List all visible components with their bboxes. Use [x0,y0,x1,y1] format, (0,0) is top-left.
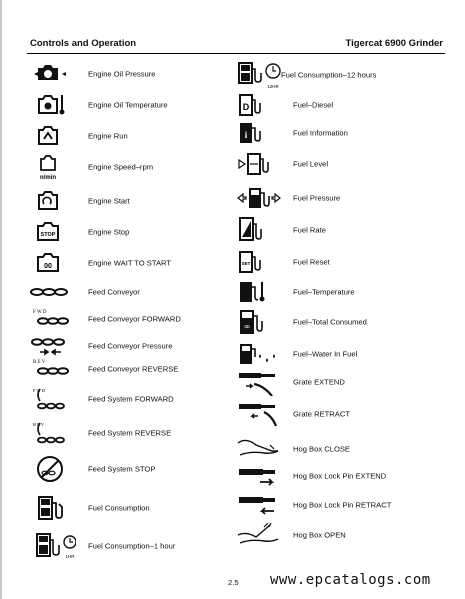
symbol-label: Feed Conveyor Pressure [88,341,173,351]
symbol-label: Engine WAIT TO START [88,258,171,268]
engine-stop-icon [30,218,76,246]
fuel-consumption-1-hour-icon [30,532,76,560]
symbol-label: Feed Conveyor [88,287,140,297]
symbol-entry [236,278,446,306]
symbol-entry [236,61,446,89]
symbol-label: Hog Box OPEN [293,530,346,540]
engine-oil-temperature-icon [30,91,76,119]
engine-start-icon [30,187,76,215]
website-link[interactable]: www.epcatalogs.com [270,572,431,588]
symbol-label: Fuel Consumption–12 hours [281,70,377,80]
reset-text: SET [241,261,251,266]
symbol-label: Fuel–Total Consumed [293,317,367,327]
feed-system-reverse-icon [30,419,76,447]
feed-conveyor-forward-icon [30,305,76,333]
fuel-total-consumed-icon [236,308,282,336]
fuel-diesel-icon [236,91,282,119]
symbol-label: Hog Box Lock Pin EXTEND [293,471,387,481]
grate-retract-icon [236,400,282,428]
fuel-water-in-fuel-icon [236,340,282,368]
symbol-label: Hog Box CLOSE [293,444,350,454]
stop-text: STOP [40,232,56,238]
symbol-entry [30,91,220,119]
rpm-text: n/min [40,175,56,181]
engine-wait-to-start-icon [30,249,76,277]
rev-text: R E V [33,360,46,365]
symbol-entry [236,462,446,490]
symbol-entry [30,60,220,88]
symbol-entry [236,308,446,336]
symbol-entry [236,400,446,428]
symbol-label: Fuel–Water In Fuel [293,349,358,359]
info-text: i [244,130,248,140]
symbol-entry [236,216,446,244]
symbol-entry [236,521,446,549]
symbol-entry [30,249,220,277]
symbol-label: Fuel–Temperature [293,287,355,297]
symbol-label: Grate RETRACT [293,409,350,419]
page-edge [0,0,2,599]
section-title: Controls and Operation [30,38,137,49]
symbol-entry [236,340,446,368]
symbol-entry [236,248,446,276]
symbol-label: Fuel Reset [293,257,330,267]
symbol-label: Feed Conveyor FORWARD [88,314,181,324]
fuel-reset-icon [236,248,282,276]
feed-system-forward-icon [30,385,76,413]
page-number: 2.5 [228,578,239,587]
svg-text:∞: ∞ [243,322,251,331]
symbol-entry [236,184,446,212]
symbol-label: Fuel Rate [293,225,326,235]
symbol-entry [30,385,220,413]
symbol-entry [30,153,220,181]
engine-speed-icon [30,153,76,181]
fuel-consumption-icon [30,494,76,522]
symbol-label: Engine Run [88,131,128,141]
symbol-entry [30,419,220,447]
symbol-entry [236,491,446,519]
hog-box-lock-pin-extend-icon [236,462,282,490]
symbol-label: Feed System REVERSE [88,428,172,438]
symbol-label: Engine Speed–rpm [88,162,154,172]
symbol-entry [236,368,446,396]
symbol-entry [236,435,446,463]
grate-extend-icon [236,368,282,396]
symbol-label: Engine Start [88,196,130,206]
hog-box-lock-pin-retract-icon [236,491,282,519]
symbol-label: Hog Box Lock Pin RETRACT [293,500,392,510]
symbol-entry [30,305,220,333]
symbol-entry [30,122,220,150]
header-rule [27,53,445,54]
symbol-label: Engine Oil Pressure [88,69,156,79]
wait-text: 00 [44,263,52,270]
symbol-entry [236,91,446,119]
symbol-label: Fuel Consumption–1 hour [88,541,176,551]
symbol-label: Feed Conveyor REVERSE [88,364,179,374]
hog-box-open-icon [236,521,282,549]
1hr-text: 1HR [65,554,75,559]
symbol-label: Fuel Pressure [293,193,341,203]
hog-box-close-icon [236,435,282,463]
diesel-text: D [242,102,250,112]
fwd-text: F W D [33,388,46,393]
symbol-label: Engine Oil Temperature [88,100,168,110]
fuel-information-icon [236,119,282,147]
symbol-label: Fuel Information [293,128,348,138]
product-title: Tigercat 6900 Grinder [345,38,443,49]
symbol-entry [30,187,220,215]
fuel-rate-icon [236,216,282,244]
feed-conveyor-icon [30,278,76,306]
symbol-label: Engine Stop [88,227,130,237]
rev-text: R E V [33,422,45,427]
feed-conveyor-reverse-icon [30,355,76,383]
symbol-entry [30,455,220,483]
symbol-label: Feed System FORWARD [88,394,174,404]
symbol-label: Fuel Level [293,159,329,169]
fuel-consumption-12-hours-icon [236,61,282,89]
symbol-label: Grate EXTEND [293,377,345,387]
symbol-entry [236,150,446,178]
fuel-temperature-icon [236,278,282,306]
symbol-entry [30,494,220,522]
symbol-entry [30,532,220,560]
fwd-text: F W D [33,310,47,315]
fuel-pressure-icon [236,184,282,212]
symbol-entry [30,218,220,246]
symbol-entry [236,119,446,147]
symbol-label: Feed System STOP [88,464,156,474]
12hr-text: 12HR [267,84,279,89]
fuel-level-icon [236,150,282,178]
engine-run-icon [30,122,76,150]
symbol-label: Fuel Consumption [88,503,150,513]
symbol-entry [30,355,220,383]
engine-oil-pressure-icon [30,60,76,88]
symbol-label: Fuel–Diesel [293,100,334,110]
symbol-entry [30,278,220,306]
feed-system-stop-icon [30,455,76,483]
